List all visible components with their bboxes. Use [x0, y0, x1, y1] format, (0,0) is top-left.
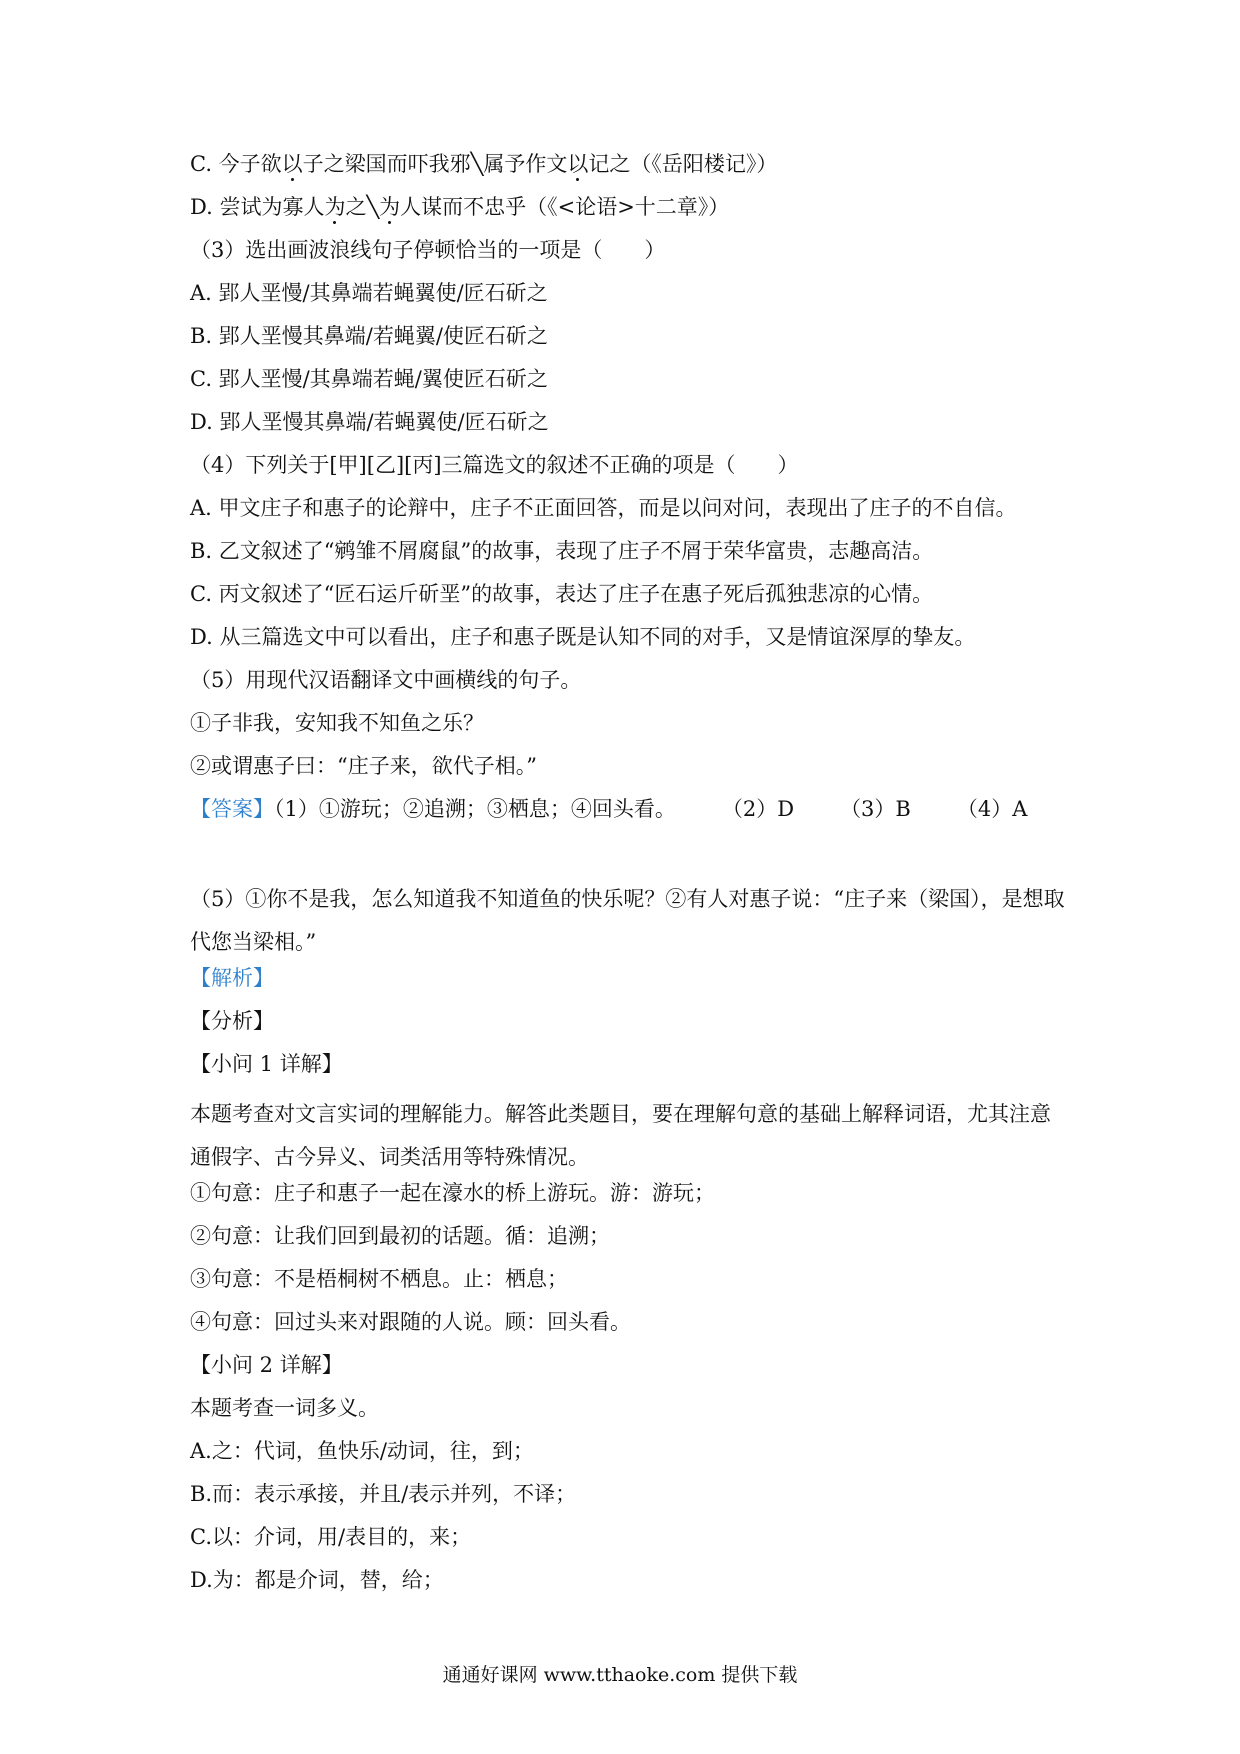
- q2-option-c-text: C. 今子欲: [190, 152, 282, 176]
- sub2-title: 【小问 2 详解】: [190, 1353, 343, 1377]
- answer-q3: （3）B: [840, 797, 911, 821]
- page-footer: 通通好课网 www.tthaoke.com 提供下载: [442, 1664, 798, 1686]
- q5-item-2: ②或谓惠子曰：“庄子来，欲代子相。”: [190, 754, 537, 778]
- emphasis-dot-char: 以: [281, 152, 303, 176]
- q2-option-d-text: 人谋而不忠乎（《<论语>十二章》）: [400, 195, 730, 219]
- sub2-intro: 本题考查一词多义。: [190, 1396, 379, 1420]
- q2-option-d: [190, 193, 1070, 221]
- q2-option-c: [190, 150, 1070, 178]
- q3-option-c: C. 郢人垩慢/其鼻端若蝇/翼使匠石斫之: [190, 367, 548, 391]
- q3-stem: （3）选出画波浪线句子停顿恰当的一项是（ ）: [190, 238, 666, 262]
- answer-line: [190, 795, 1070, 823]
- sub1-item-1: ①句意：庄子和惠子一起在濠水的桥上游玩。游：游玩；: [190, 1181, 715, 1205]
- emphasis-dot-char: 为: [324, 195, 346, 219]
- answer-q2: （2）D: [721, 797, 795, 821]
- q3-option-a: A. 郢人垩慢/其鼻端若蝇翼使/匠石斫之: [190, 281, 548, 305]
- sub2-item-b: B.而：表示承接，并且/表示并列，不译；: [190, 1482, 577, 1506]
- sub1-title: 【小问 1 详解】: [190, 1052, 343, 1076]
- sub1-item-4: ④句意：回过头来对跟随的人说。顾：回头看。: [190, 1310, 631, 1334]
- sub1-intro: 本题考查对文言实词的理解能力。解答此类题目，要在理解句意的基础上解释词语，尤其注意通假字、古今异义、词类活用等特殊情况。: [190, 1102, 1051, 1169]
- sub2-item-d: D.为：都是介词，替，给；: [190, 1568, 444, 1592]
- q5-item-1: ①子非我，安知我不知鱼之乐？: [190, 711, 484, 735]
- q2-option-c-text: 记之（《岳阳楼记》）: [588, 152, 778, 176]
- q4-option-b: B. 乙文叙述了“鹓雏不屑腐鼠”的故事，表现了庄子不屑于荣华富贵，志趣高洁。: [190, 539, 934, 563]
- q4-option-c: C. 丙文叙述了“匠石运斤斫垩”的故事，表达了庄子在惠子死后孤独悲凉的心情。: [190, 582, 934, 606]
- answer-q5: （5）①你不是我，怎么知道我不知道鱼的快乐呢？②有人对惠子说：“庄子来（梁国），是想取代您当梁相。”: [190, 887, 1065, 954]
- sub1-item-3: ③句意：不是梧桐树不栖息。止：栖息；: [190, 1267, 568, 1291]
- q3-option-b: B. 郢人垩慢其鼻端/若蝇翼/使匠石斫之: [190, 324, 548, 348]
- answer-tag: 【答案】: [190, 797, 274, 821]
- q5-stem: （5）用现代汉语翻译文中画横线的句子。: [190, 668, 582, 692]
- emphasis-dot-char: 以: [567, 152, 589, 176]
- q4-option-d: D. 从三篇选文中可以看出，庄子和惠子既是认知不同的对手，又是情谊深厚的挚友。: [190, 625, 976, 649]
- emphasis-dot-char: 为: [379, 195, 401, 219]
- analysis-tag: 【解析】: [190, 966, 274, 990]
- q2-option-d-text: 之╲: [345, 195, 380, 219]
- q2-option-c-text: 子之梁国而吓我邪╲属予作文: [302, 152, 568, 176]
- q4-stem: （4）下列关于[甲][乙][丙]三篇选文的叙述不正确的项是（ ）: [190, 453, 799, 477]
- answer-q1: （1）①游玩；②追溯；③栖息；④回头看。: [274, 797, 676, 821]
- sub2-item-c: C.以：介词，用/表目的，来；: [190, 1525, 472, 1549]
- sub1-item-2: ②句意：让我们回到最初的话题。循：追溯；: [190, 1224, 610, 1248]
- q2-option-d-text: D. 尝试为寡人: [190, 195, 325, 219]
- sub2-item-a: A.之：代词，鱼快乐/动词，往，到；: [190, 1439, 534, 1463]
- fenxi-heading: 【分析】: [190, 1009, 274, 1033]
- q4-option-a: A. 甲文庄子和惠子的论辩中，庄子不正面回答，而是以问对问，表现出了庄子的不自信。: [190, 496, 1017, 520]
- answer-q4: （4）A: [956, 797, 1028, 821]
- q3-option-d: D. 郢人垩慢其鼻端/若蝇翼使/匠石斫之: [190, 410, 549, 434]
